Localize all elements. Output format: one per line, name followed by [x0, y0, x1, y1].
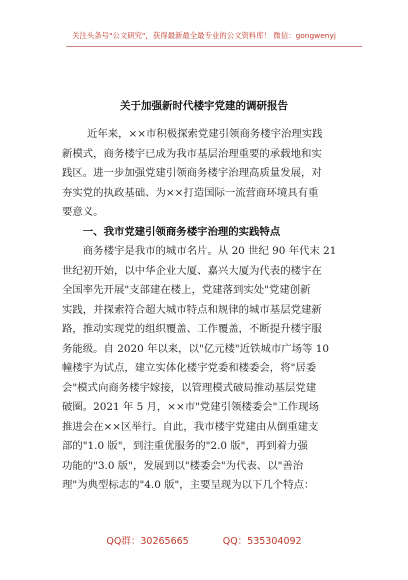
paragraph-line: 幢楼宇为试点，建立实体化楼宇党委和楼委会，将"居委: [62, 362, 317, 374]
paragraph-line: 会"模式向商务楼宇嫁接，以管理模式破局推动基层党建: [62, 381, 317, 394]
paragraph-line: 世纪初开始，以中华企业大厦、嘉兴大厦为代表的楼宇在: [62, 264, 322, 277]
paragraph-line: 商务楼宇是我市的城市名片。从 20 世纪 90 年代末 21: [82, 245, 337, 257]
qq-group-text: QQ群：30265665: [106, 536, 189, 547]
paragraph-line: 夯实党的执政基础、为××打造国际一流营商环境具有重: [62, 186, 319, 199]
paragraph-line: 要意义。: [62, 206, 104, 218]
paragraph-line: 破圈。2021 年 5 月，××市"党建引领楼委会"工作现场: [62, 401, 319, 413]
paragraph-line: 践区。进一步加强党建引领商务楼宇治理高质量发展，对: [62, 167, 322, 179]
document-body: [62, 125, 346, 496]
paragraph-line: 近年来，××市积极探索党建引领商务楼宇治理实践: [86, 128, 323, 140]
paragraph-line: 部的"1.0 版"，到注重优服务的"2.0 版"，再到着力强: [62, 440, 308, 452]
qq-number-text: QQ：535304092: [222, 536, 302, 547]
document-title: 关于加强新时代楼宇党建的调研报告: [120, 100, 288, 112]
header-divider: [66, 46, 362, 47]
section-heading: 一、我市党建引领商务楼宇治理的实践特点: [82, 225, 281, 238]
paragraph-line: 全国率先开展"支部建在楼上，党建落到实处"党建创新: [62, 284, 311, 296]
paragraph-line: 推进会在××区举行。自此，我市楼宇党建由从倒重建支: [62, 420, 319, 433]
paragraph-line: 实践，并探索符合超大城市特点和规律的城市基层党建新: [62, 303, 322, 316]
paragraph-line: 理"为典型标志的"4.0 版"，主要呈现为以下几个特点：: [62, 479, 315, 491]
paragraph-line: 功能的"3.0 版"，发展到以"楼委会"为代表、以"善治: [62, 459, 304, 472]
footer-contact: [0, 533, 408, 547]
header-banner: 关注头条号"公文研究"，获得最新最全最专业的公文资料库！ 微信：gongwenyj: [72, 31, 336, 40]
paragraph-line: 新模式，商务楼宇已成为我市基层治理重要的承载地和实: [62, 147, 322, 160]
paragraph-line: 务能级。自 2020 年以来，以"亿元楼"近铁城市广场等 10: [62, 342, 329, 355]
paragraph-line: 路，推动实现党的组织覆盖、工作覆盖，不断提升楼宇服: [62, 323, 322, 335]
